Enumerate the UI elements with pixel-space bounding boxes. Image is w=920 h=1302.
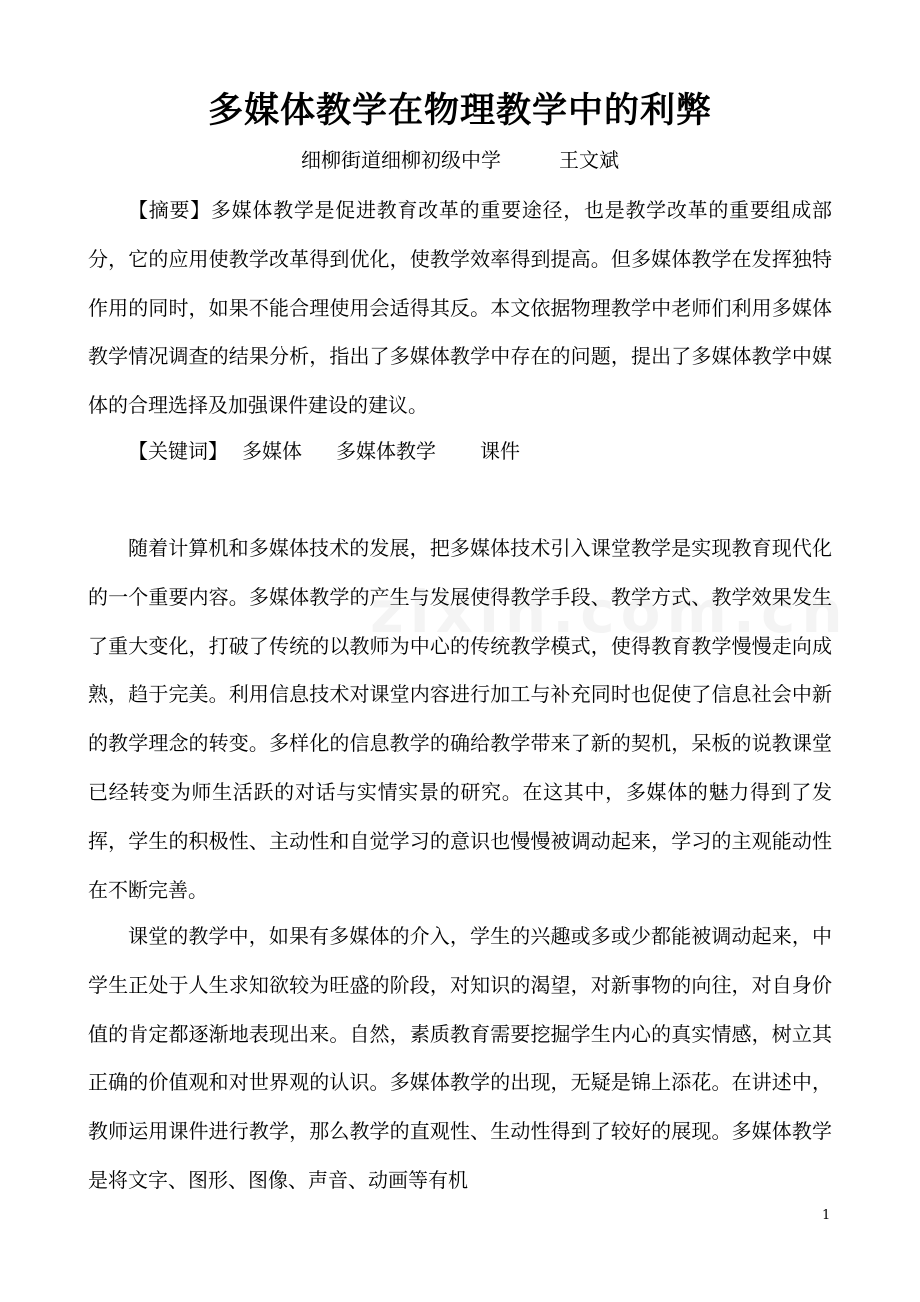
byline — [0, 145, 920, 175]
keyword-term: 课件 — [480, 439, 520, 463]
keywords-line — [88, 427, 832, 476]
page-number: 1 — [822, 1208, 831, 1223]
body-paragraph: 随着计算机和多媒体技术的发展，把多媒体技术引入课堂教学是实现教育现代化的一个重要内容。多媒体教学的产生与发展使得教学手段、教学方式、教学效果发生了重大变化，打破了传统的以教师为中心的传统教学模式，使得教育教学慢慢走向成熟，趋于完美。利用信息技术对课堂内容进行加工与补充同时也促使了信息社会中新的教学理念的转变。多样化的信息教学的确给教学带来了新的契机，呆板的说教课堂已经转变为师生活跃的对话与实情实景的研究。在这其中，多媒体的魅力得到了发挥，学生的积极性、主动性和自觉学习的意识也慢慢被调动起来，学习的主观能动性在不断完善。 — [88, 536, 832, 902]
keywords-label: 【关键词】 — [128, 439, 228, 463]
abstract-paragraph: 【摘要】多媒体教学是促进教育改革的重要途径，也是教学改革的重要组成部分，它的应用使教学改革得到优化，使教学效率得到提高。但多媒体教学在发挥独特作用的同时，如果不能合理使用会适得其反。本文依据物理教学中老师们利用多媒体教学情况调查的结果分析，指出了多媒体教学中存在的问题，提出了多媒体教学中媒体的合理选择及加强课件建设的建议。 — [88, 198, 832, 418]
author-name: 王文斌 — [559, 148, 619, 172]
keyword-term: 多媒体教学 — [336, 439, 436, 463]
body-paragraph: 课堂的教学中，如果有多媒体的介入，学生的兴趣或多或少都能被调动起来，中学生正处于人生求知欲较为旺盛的阶段，对知识的渴望，对新事物的向往，对自身价值的肯定都逐渐地表现出来。自然，素质教育需要挖掘学生内心的真实情感，树立其正确的价值观和对世界观的认识。多媒体教学的出现，无疑是锦上添花。在讲述中，教师运用课件进行教学，那么教学的直观性、生动性得到了较好的展现。多媒体教学是将文字、图形、图像、声音、动画等有机 — [88, 924, 832, 1192]
document-title: 多媒体教学在物理教学中的利弊 — [207, 90, 712, 131]
school-name: 细柳街道细柳初级中学 — [301, 148, 501, 172]
keyword-term: 多媒体 — [242, 439, 302, 463]
